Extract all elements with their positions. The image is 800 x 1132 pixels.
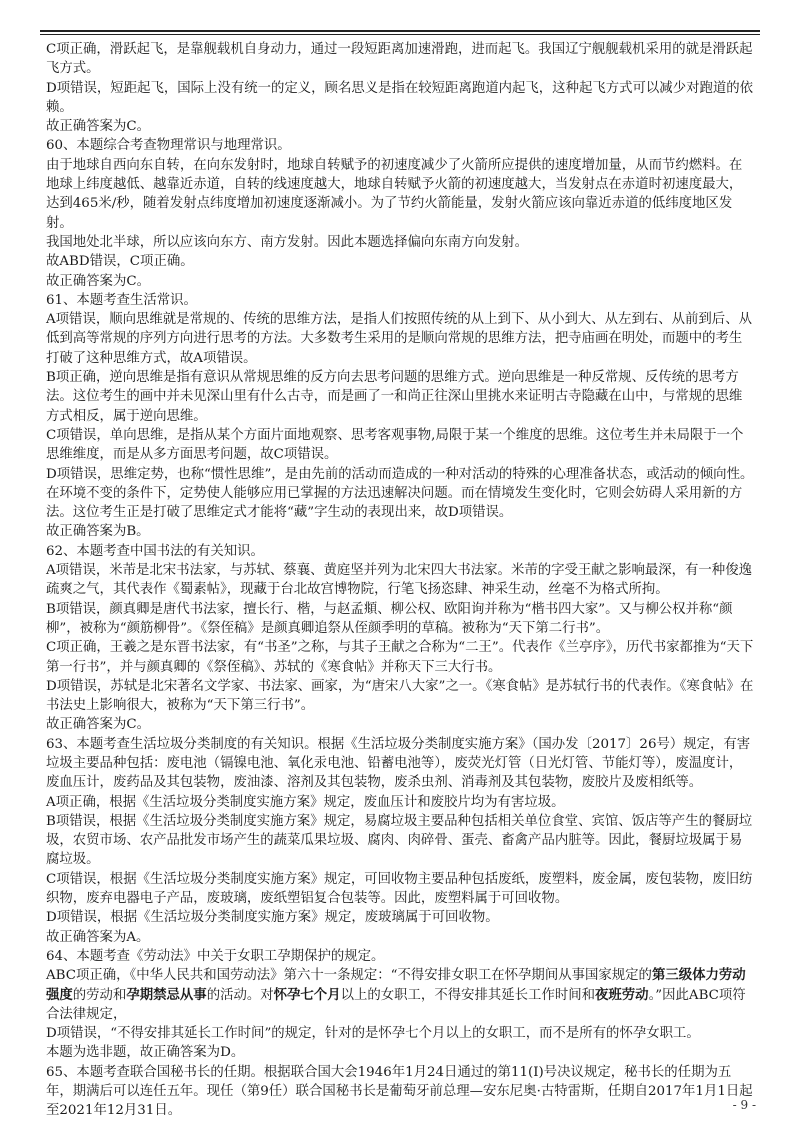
paragraph: C项错误，单向思维，是指从某个方面片面地观察、思考客观事物,局限于某一个维度的思维。这位考生并未局限于一个思维维度，而是从多方面思考问题，故C项错误。 [46, 427, 744, 463]
bold-text: 孕期禁忌从事 [126, 986, 207, 1003]
paragraph: C项错误，根据《生活垃圾分类制度实施方案》规定，可回收物主要品种包括废纸，废塑料，废金属，废包装物，废旧纺织物，废弃电器电子产品，废玻璃，废纸塑铝复合包装等。因此，废塑料属于可回收物。 [46, 871, 753, 907]
paragraph: B项错误，颜真卿是唐代书法家，擅长行、楷，与赵孟頫、柳公权、欧阳询并称为“楷书四大家”。又与柳公权并称“颜柳”，被称为“颜筋柳骨”。《祭侄稿》是颜真卿追祭从侄颜季明的草稿。被称为“天下第二行书”。 [46, 601, 733, 636]
header-rule [40, 30, 760, 32]
paragraph: 故正确答案为B。 [46, 524, 150, 540]
document-body [46, 40, 754, 1121]
paragraph: D项错误，短距起飞，国际上没有统一的定义，顾名思义是指在较短距离跑道内起飞，这种起飞方式可以减少对跑道的依赖。 [46, 80, 754, 115]
question-heading: 62、本题考查中国书法的有关知识。 [46, 543, 264, 559]
question-heading: 64、本题考查《劳动法》中关于女职工孕期保护的规定。 [46, 948, 385, 964]
header-rule-thin [40, 34, 760, 35]
page-number: - 9 - [732, 1098, 756, 1112]
paragraph: D项错误，“不得安排其延长工作时间”的规定，针对的是怀孕七个月以上的女职工，而不是所有的怀孕女职工。 [46, 1026, 700, 1042]
bold-text: 第三级体力劳动强度 [46, 967, 746, 1003]
text-segment: 以上的女职工，不得安排其延长工作时间和 [340, 987, 596, 1003]
paragraph: 故正确答案为C。 [46, 119, 150, 135]
paragraph: 我国地处北半球，所以应该向东方、南方发射。因此本题选择偏向东南方向发射。 [46, 234, 529, 250]
question-heading: 63、本题考查生活垃圾分类制度的有关知识。根据《生活垃圾分类制度实施方案》（国办发〔2017〕26号）规定，有害垃圾主要品种包括：废电池（镉镍电池、氧化汞电池、铅蓄电池等），废荧光灯管（日光灯管、节能灯等），废温度计，废血压计，废药品及其包装物，废油漆、溶剂及其包装物，废杀虫剂、消毒剂及其包装物，废胶片及废相纸等。 [46, 736, 751, 791]
paragraph: 本题为选非题，故正确答案为D。 [46, 1045, 245, 1061]
paragraph: D项错误，苏轼是北宋著名文学家、书法家、画家，为“唐宋八大家”之一。《寒食帖》是苏轼行书的代表作。《寒食帖》在书法史上影响很大，被称为“天下第三行书”。 [46, 678, 754, 714]
paragraph: 故正确答案为C。 [46, 273, 150, 289]
paragraph: A项错误，顺向思维就是常规的、传统的思维方法，是指人们按照传统的从上到下、从小到大、从左到右、从前到后、从低到高等常规的序列方向进行思考的方法。大多数考生采用的是顺向常规的思维方法，把寺庙画在明处，而题中的考生打破了这种思维方式，故A项错误。 [46, 312, 752, 366]
paragraph-q64-abc [46, 966, 754, 1024]
paragraph: C项正确，王羲之是东晋书法家，有“书圣”之称，与其子王献之合称为“二王”。代表作《兰亭序》，历代书家都推为“天下第一行书”，并与颜真卿的《祭侄稿》、苏轼的《寒食帖》并称天下三大行书。 [46, 640, 754, 675]
text-segment: 的劳动和 [72, 987, 127, 1003]
paragraph: A项正确，根据《生活垃圾分类制度实施方案》规定，废血压计和废胶片均为有害垃圾。 [46, 794, 565, 810]
bold-text: 夜班劳动 [595, 986, 649, 1003]
paragraph: C项正确，滑跃起飞，是靠舰载机自身动力，通过一段短距离加速滑跑，进而起飞。我国辽宁舰舰载机采用的就是滑跃起飞方式。 [46, 42, 753, 77]
text-segment: 。”因此ABC项符合法律规定， [46, 987, 746, 1022]
paragraph: A项错误，米芾是北宋书法家，与苏轼、蔡襄、黄庭坚并列为北宋四大书法家。米芾的字受王献之影响最深，有一种俊逸疏爽之气，其代表作《蜀素帖》，现藏于台北故宫博物院，行笔飞扬恣肆、神采生动，丝毫不为格式所拘。 [46, 563, 752, 598]
paragraph: 由于地球自西向东自转，在向东发射时，地球自转赋予的初速度减少了火箭所应提供的速度增加量，从而节约燃料。在地球上纬度越低、越靠近赤道，自转的线速度越大，地球自转赋予火箭的初速度越大，当发射点在赤道时初速度最大，达到465米/秒，随着发射点纬度增加初速度逐渐减小。为了节约火箭能量，发射火箭应该向靠近赤道的低纬度地区发射。 [46, 157, 743, 231]
question-heading: 61、本题考查生活常识。 [46, 292, 197, 308]
question-heading: 60、本题综合考查物理常识与地理常识。 [46, 138, 291, 154]
paragraph: 故正确答案为C。 [46, 717, 150, 733]
paragraph: B项错误，根据《生活垃圾分类制度实施方案》规定，易腐垃圾主要品种包括相关单位食堂、宾馆、饭店等产生的餐厨垃圾，农贸市场、农产品批发市场产生的蔬菜瓜果垃圾、腐肉、肉碎骨、蛋壳、畜禽产品内脏等。因此，餐厨垃圾属于易腐垃圾。 [46, 813, 753, 868]
paragraph: 故正确答案为A。 [46, 929, 150, 945]
text-segment: 的活动。对 [206, 987, 274, 1003]
paragraph: 故ABD错误，C项正确。 [46, 254, 194, 270]
question-heading: 65、本题考查联合国秘书长的任期。根据联合国大会1946年1月24日通过的第11(I)号决议规定，秘书长的任期为五年，期满后可以连任五年。现任（第9任）联合国秘书长是葡萄牙前总理—安东尼奥·古特雷斯，任期自2017年1月1日起至2021年12月31日。 [46, 1064, 753, 1119]
paragraph: D项错误，思维定势，也称“惯性思维”，是由先前的活动而造成的一种对活动的特殊的心理准备状态，或活动的倾向性。在环境不变的条件下，定势使人能够应用已掌握的方法迅速解决问题。而在情境发生变化时，它则会妨碍人采用新的方法。这位考生正是打破了思维定式才能将“藏”字生动的表现出来，故D项错误。 [46, 466, 754, 521]
paragraph: D项错误，根据《生活垃圾分类制度实施方案》规定，废玻璃属于可回收物。 [46, 910, 499, 926]
text-segment: ABC项正确，《中华人民共和国劳动法》第六十一条规定：“不得安排女职工在怀孕期间从事国家规定的 [46, 968, 652, 984]
bold-text: 怀孕七个月 [273, 986, 341, 1003]
paragraph: B项正确，逆向思维是指有意识从常规思维的反方向去思考问题的思维方式。逆向思维是一种反常规、反传统的思考方法。这位考生的画中并未见深山里有什么古寺，而是画了一和尚正往深山里挑水来证明古寺隐藏在山中，与常规的思维方式相反，属于逆向思维。 [46, 370, 743, 424]
